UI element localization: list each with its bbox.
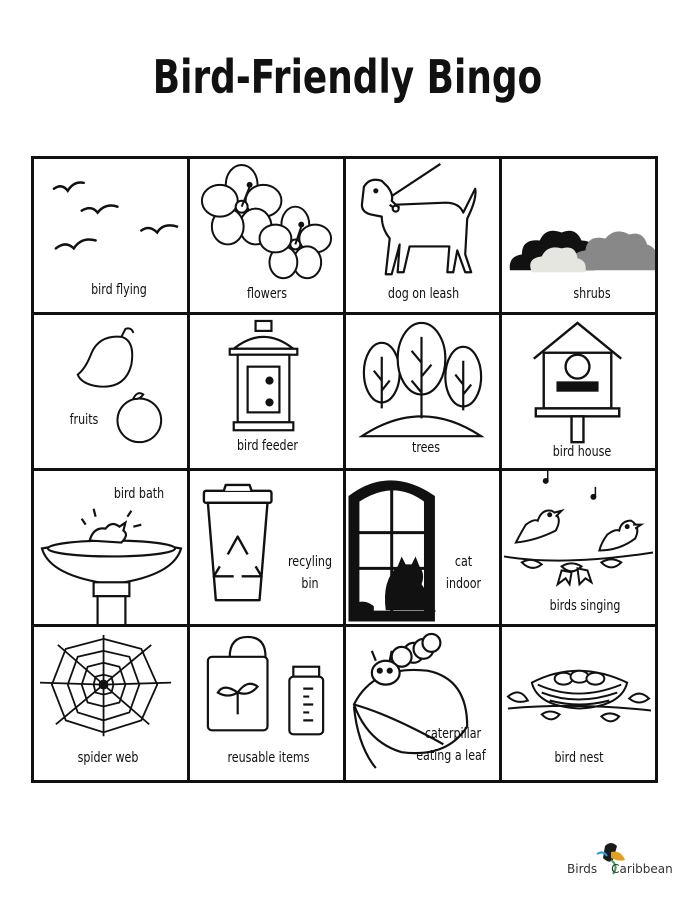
bingo-cell-flowers[interactable] — [190, 159, 343, 312]
cell-label: bird flying — [91, 282, 147, 298]
mango-orange-icon — [34, 315, 187, 468]
cat-window-icon — [346, 471, 499, 624]
bingo-cell-recycling-bin[interactable] — [190, 471, 343, 624]
page-title: Bird-Friendly Bingo — [152, 50, 543, 104]
cell-label: dog on leash — [387, 286, 460, 302]
bingo-cell-dog-on-leash[interactable] — [346, 159, 499, 312]
bingo-cell-caterpillar[interactable] — [346, 627, 499, 780]
cell-label: trees — [411, 440, 441, 456]
bingo-cell-bird-flying[interactable] — [34, 159, 187, 312]
bingo-cell-bird-feeder[interactable] — [190, 315, 343, 468]
bingo-grid — [31, 156, 658, 783]
cell-label: caterpillar — [424, 726, 482, 742]
birdscaribbean-logo-text — [567, 862, 673, 876]
bingo-cell-fruits[interactable] — [34, 315, 187, 468]
bingo-cell-reusable-items[interactable] — [190, 627, 343, 780]
bingo-cell-bird-bath[interactable] — [34, 471, 187, 624]
cell-label: bird nest — [554, 750, 604, 766]
cell-label: fruits — [69, 412, 99, 428]
bingo-cell-cat-indoor[interactable] — [346, 471, 499, 624]
cell-label-line2: bin — [301, 576, 319, 592]
cell-label: bird bath — [113, 486, 165, 502]
bingo-cell-trees[interactable] — [346, 315, 499, 468]
cell-label: cat — [454, 554, 473, 570]
cell-label: bird feeder — [237, 438, 298, 454]
logo-part-1: Birds — [567, 862, 598, 876]
bingo-cell-spider-web[interactable] — [34, 627, 187, 780]
cell-label-line2: indoor — [445, 576, 482, 592]
cell-label: shrubs — [573, 286, 611, 302]
cell-label: bird house — [552, 444, 612, 460]
cell-label: flowers — [247, 286, 287, 302]
bingo-cell-bird-house[interactable] — [502, 315, 655, 468]
cell-label: birds singing — [549, 598, 621, 614]
cell-label-line2: eating a leaf — [416, 748, 486, 764]
cell-label: reusable items — [227, 750, 310, 766]
logo-part-2: Caribbean — [611, 862, 673, 876]
bingo-cell-birds-singing[interactable] — [502, 471, 655, 624]
cell-label: recyling — [288, 554, 332, 570]
recycling-bin-icon — [190, 471, 343, 624]
cell-label: spider web — [77, 750, 139, 766]
bingo-cell-bird-nest[interactable] — [502, 627, 655, 780]
bingo-cell-shrubs[interactable] — [502, 159, 655, 312]
